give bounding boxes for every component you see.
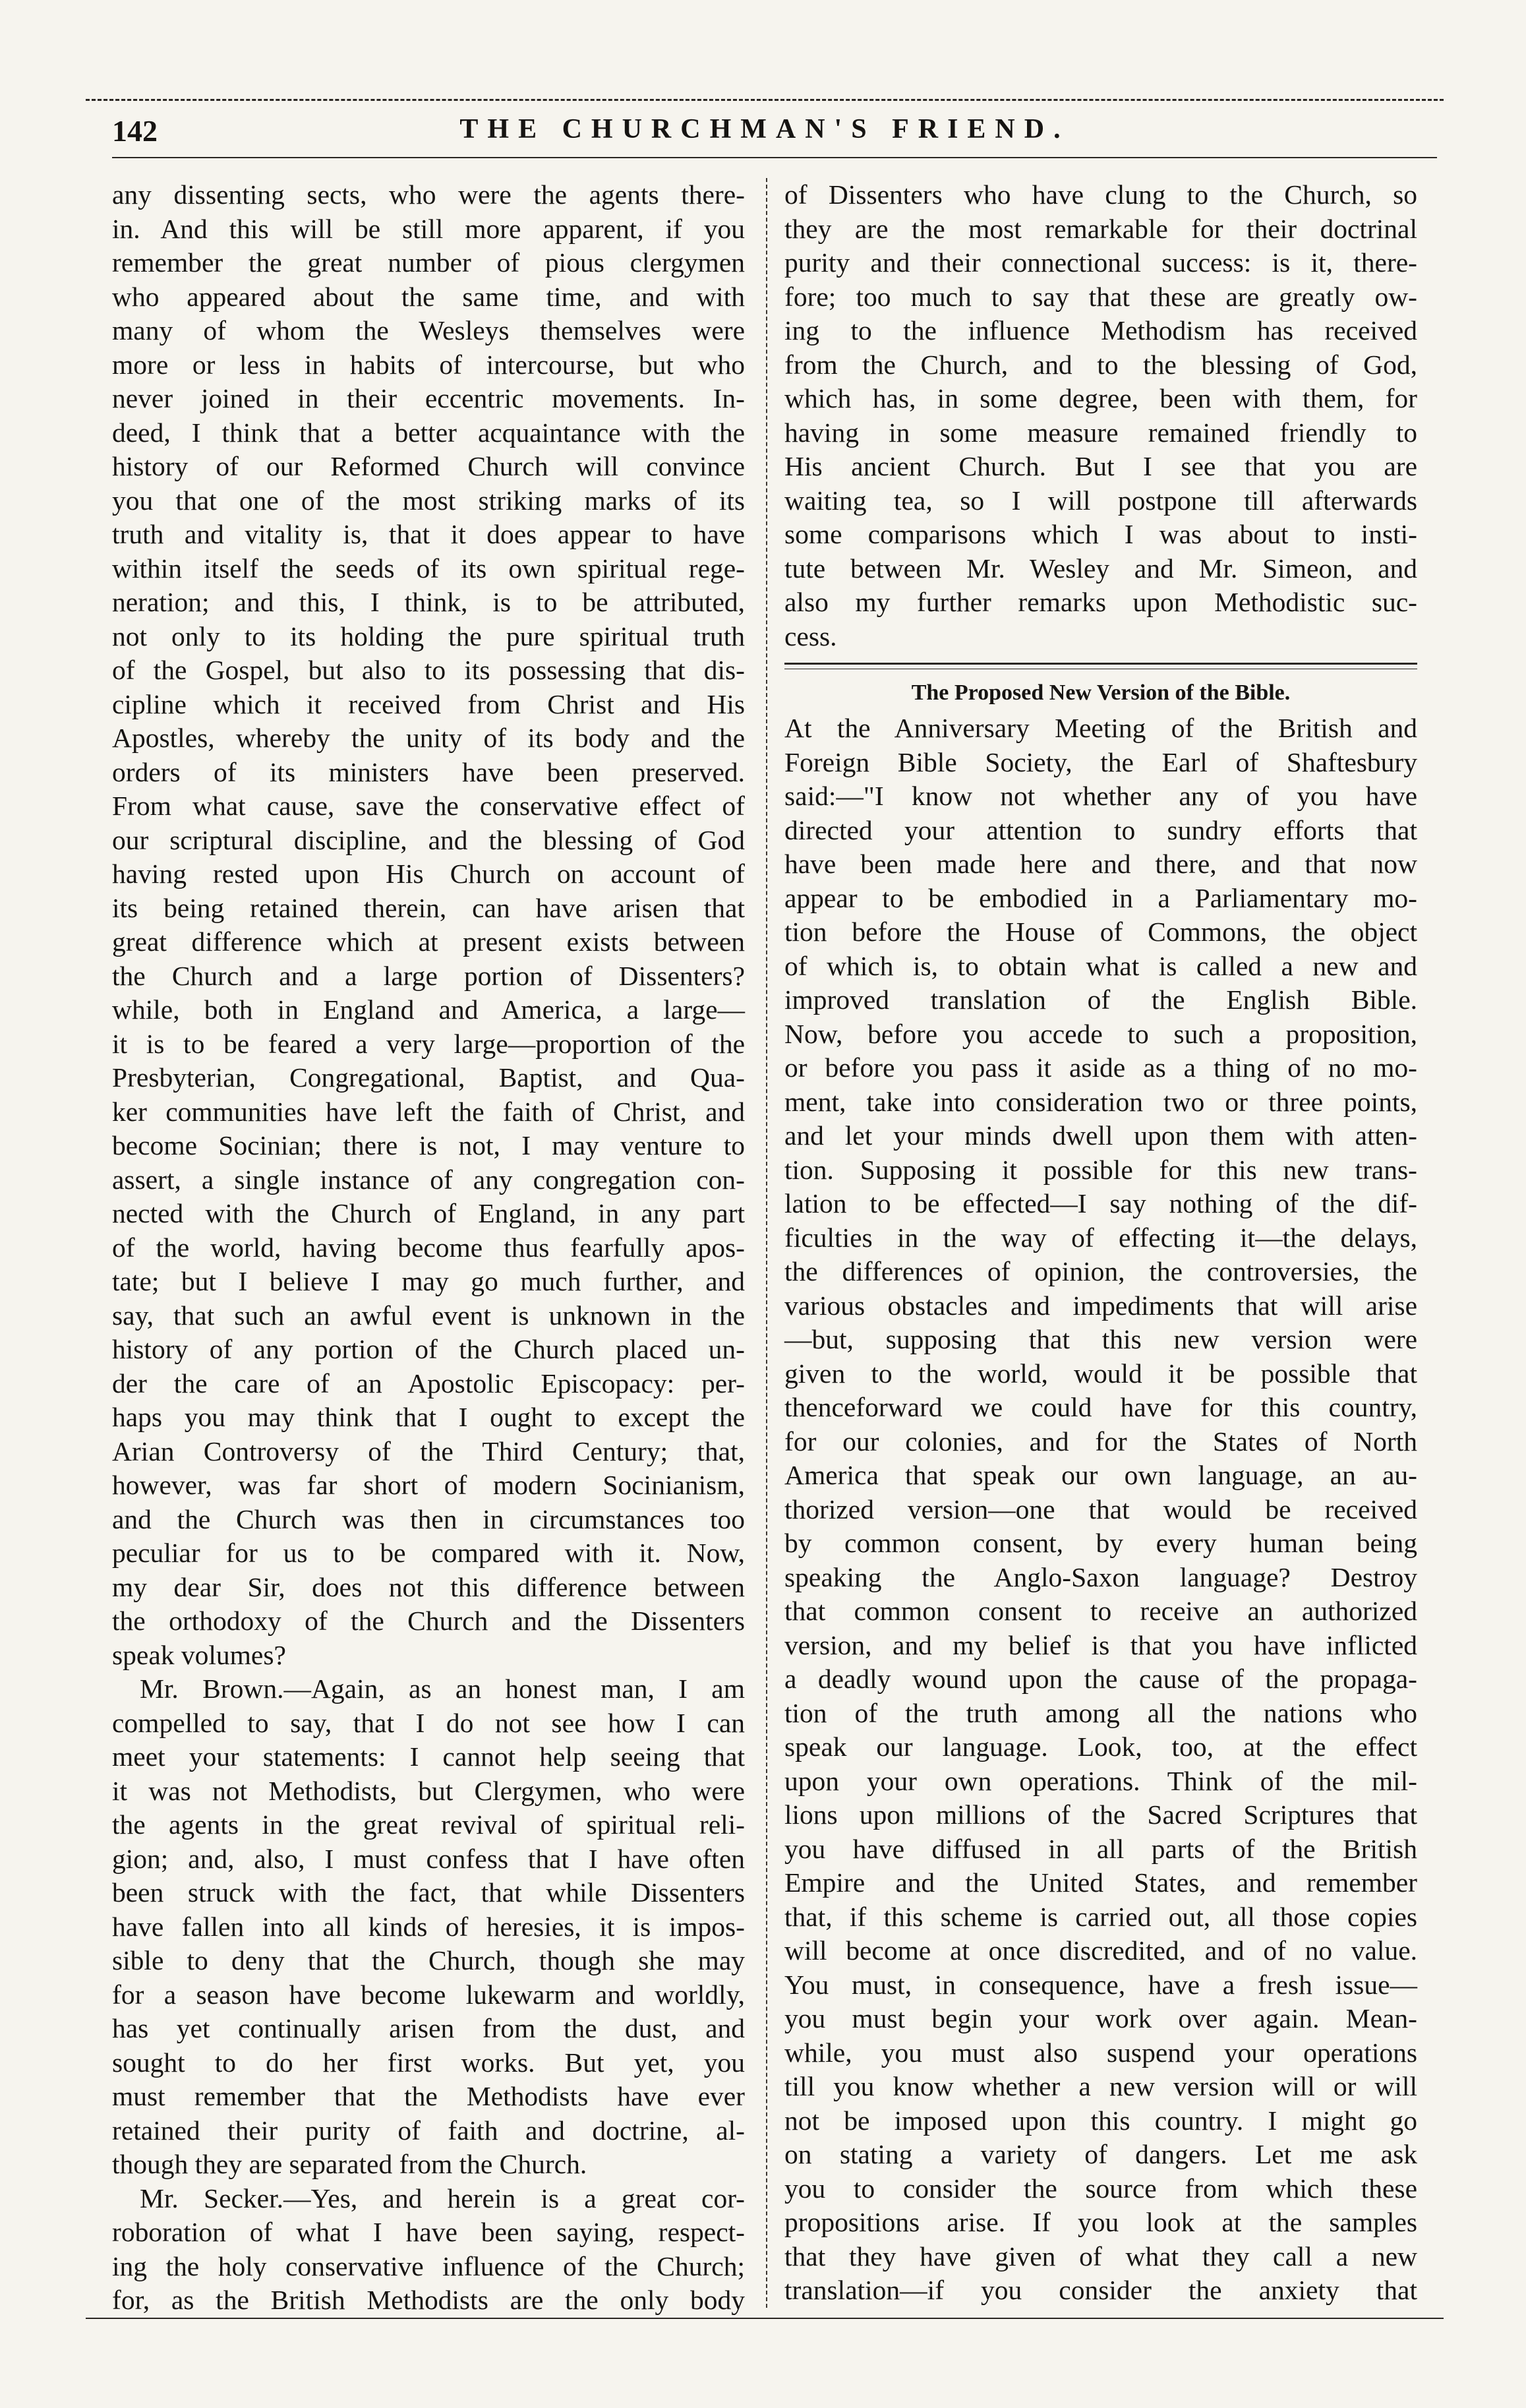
text-line: retained their purity of faith and doctrine, al-	[112, 2115, 745, 2146]
text-line: various obstacles and impediments that will arise	[784, 1290, 1417, 1321]
text-line: having rested upon His Church on account of	[112, 858, 745, 889]
text-line: that they have given of what they call a new	[784, 2241, 1417, 2272]
text-line: many of whom the Wesleys themselves were	[112, 315, 745, 346]
text-line: become Socinian; there is not, I may venture to	[112, 1130, 745, 1160]
page-header	[86, 107, 1444, 160]
text-line: improved translation of the English Bible.	[784, 984, 1417, 1015]
text-line: for our colonies, and for the States of North	[784, 1426, 1417, 1457]
text-line: deed, I think that a better acquaintance with the	[112, 417, 745, 448]
text-line: orders of its ministers have been preserved.	[112, 756, 745, 787]
text-line: Apostles, whereby the unity of its body and the	[112, 723, 745, 753]
text-line: some comparisons which I was about to insti-	[784, 519, 1417, 549]
text-line: in. And this will be still more apparent, if you	[112, 213, 745, 244]
text-line: and the Church was then in circumstances too	[112, 1503, 745, 1534]
section-separator-rule	[784, 663, 1417, 669]
text-line: of which is, to obtain what is called a new and	[784, 950, 1417, 981]
text-line: Empire and the United States, and remember	[784, 1867, 1417, 1898]
text-line: speaking the Anglo-Saxon language? Destroy	[784, 1561, 1417, 1592]
text-line: sible to deny that the Church, though she may	[112, 1945, 745, 1975]
text-line: say, that such an awful event is unknown in the	[112, 1300, 745, 1331]
text-line: Presbyterian, Congregational, Baptist, and Qua-	[112, 1062, 745, 1093]
text-line: You must, in consequence, have a fresh issue—	[784, 1969, 1417, 2000]
text-line: speak volumes?	[112, 1639, 286, 1670]
text-line: though they are separated from the Church.	[112, 2149, 587, 2179]
text-line: His ancient Church. But I see that you are	[784, 451, 1417, 481]
text-line: cess.	[784, 620, 837, 651]
text-line: from the Church, and to the blessing of God,	[784, 349, 1417, 380]
section-title: The Proposed New Version of the Bible.	[911, 680, 1291, 705]
text-line: purity and their connectional success: is it, there-	[784, 247, 1417, 278]
text-line: never joined in their eccentric movements. In-	[112, 383, 745, 413]
text-line: any dissenting sects, who were the agents there-	[112, 179, 745, 210]
text-line: haps you may think that I ought to except the	[112, 1402, 745, 1432]
text-line: a deadly wound upon the cause of the propaga-	[784, 1664, 1417, 1694]
text-line: tute between Mr. Wesley and Mr. Simeon, and	[784, 553, 1417, 584]
text-line: directed your attention to sundry efforts that	[784, 814, 1417, 845]
text-line: of the world, having become thus fearfully apos-	[112, 1232, 745, 1263]
text-line: more or less in habits of intercourse, but who	[112, 349, 745, 380]
text-line: on stating a variety of dangers. Let me ask	[784, 2139, 1417, 2169]
text-line: for a season have become lukewarm and worldly,	[112, 1979, 745, 2010]
page-number: 142	[112, 114, 158, 148]
text-line: ficulties in the way of effecting it—the delays,	[784, 1222, 1417, 1253]
text-line: Mr. Brown.—Again, as an honest man, I am	[140, 1673, 745, 1704]
text-line: waiting tea, so I will postpone till afterwards	[784, 485, 1417, 516]
text-line: the agents in the great revival of spiritual reli-	[112, 1809, 745, 1840]
text-line: lions upon millions of the Sacred Scriptures that	[784, 1799, 1417, 1830]
text-line: not be imposed upon this country. I might go	[784, 2105, 1417, 2136]
text-line: history of any portion of the Church placed un-	[112, 1334, 745, 1364]
text-line: speak our language. Look, too, at the effect	[784, 1731, 1417, 1762]
text-line: nected with the Church of England, in any part	[112, 1198, 745, 1228]
text-line: while, both in England and America, a large—	[112, 994, 745, 1025]
text-line: neration; and this, I think, is to be attributed,	[112, 587, 745, 617]
text-line: for, as the British Methodists are the only body	[112, 2285, 745, 2315]
text-line: truth and vitality is, that it does appear to have	[112, 519, 745, 549]
text-line: till you know whether a new version will or will	[784, 2071, 1417, 2101]
text-line: assert, a single instance of any congregation con-	[112, 1164, 745, 1195]
text-line: given to the world, would it be possible that	[784, 1358, 1417, 1389]
text-line: history of our Reformed Church will convince	[112, 451, 745, 481]
header-rule	[112, 157, 1437, 158]
text-line: tion before the House of Commons, the object	[784, 917, 1417, 947]
text-line: that common consent to receive an authorized	[784, 1596, 1417, 1626]
text-line: not only to its holding the pure spiritual truth	[112, 620, 745, 651]
text-line: version, and my belief is that you have inflicted	[784, 1629, 1417, 1660]
text-line: der the care of an Apostolic Episcopacy: per-	[112, 1368, 745, 1399]
text-line: must remember that the Methodists have ever	[112, 2081, 745, 2111]
text-line: which has, in some degree, been with them, for	[784, 383, 1417, 413]
text-line: thorized version—one that would be received	[784, 1493, 1417, 1524]
text-line: within itself the seeds of its own spiritual rege-	[112, 553, 745, 584]
text-line: cipline which it received from Christ and His	[112, 688, 745, 719]
text-line: also my further remarks upon Methodistic suc-	[784, 587, 1417, 617]
text-line: they are the most remarkable for their doctrinal	[784, 213, 1417, 244]
text-line: America that speak our own language, an au-	[784, 1460, 1417, 1490]
text-line: upon your own operations. Think of the mil-	[784, 1765, 1417, 1796]
text-line: you to consider the source from which these	[784, 2173, 1417, 2204]
bible-version-article	[784, 711, 1417, 2308]
text-line: Foreign Bible Society, the Earl of Shaftesbury	[784, 746, 1417, 777]
text-line: have been made here and there, and that now	[784, 849, 1417, 879]
text-line: ker communities have left the faith of Christ, and	[112, 1096, 745, 1127]
text-line: by common consent, by every human being	[784, 1528, 1417, 1558]
text-line: who appeared about the same time, and with	[112, 281, 745, 312]
text-line: however, was far short of modern Socinianism,	[112, 1470, 745, 1500]
bottom-rule	[86, 2318, 1444, 2319]
text-line: peculiar for us to be compared with it. Now,	[112, 1538, 745, 1568]
text-line: Now, before you accede to such a proposition,	[784, 1018, 1417, 1049]
text-line: been struck with the fact, that while Dissenters	[112, 1877, 745, 1908]
running-title: THE CHURCHMAN'S FRIEND.	[459, 114, 1070, 144]
text-line: have fallen into all kinds of heresies, it is impos-	[112, 1911, 745, 1942]
text-line: its being retained therein, can have arisen that	[112, 892, 745, 923]
text-line: has yet continually arisen from the dust, and	[112, 2013, 745, 2043]
text-line: At the Anniversary Meeting of the British and	[784, 713, 1417, 743]
text-line: lation to be effected—I say nothing of the dif-	[784, 1188, 1417, 1219]
column-divider	[766, 178, 767, 2308]
text-line: having in some measure remained friendly to	[784, 417, 1417, 448]
left-column	[112, 178, 745, 2315]
text-line: will become at once discredited, and of no value.	[784, 1935, 1417, 1966]
text-line: —but, supposing that this new version were	[784, 1324, 1417, 1354]
text-line: propositions arise. If you look at the samples	[784, 2207, 1417, 2237]
text-line: From what cause, save the conservative effect of	[112, 791, 745, 821]
text-line: translation—if you consider the anxiety that	[784, 2275, 1417, 2305]
text-line: fore; too much to say that these are greatly ow-	[784, 281, 1417, 312]
text-line: you that one of the most striking marks of its	[112, 485, 745, 516]
text-line: ing to the influence Methodism has received	[784, 315, 1417, 346]
text-line: of the Gospel, but also to its possessing that dis-	[112, 655, 745, 685]
text-line: said:—"I know not whether any of you have	[784, 781, 1417, 811]
right-column	[784, 178, 1417, 2308]
newspaper-page	[86, 79, 1444, 2334]
text-line: my dear Sir, does not this difference between	[112, 1571, 745, 1602]
text-line: great difference which at present exists between	[112, 926, 745, 957]
text-line: and let your minds dwell upon them with atten-	[784, 1120, 1417, 1151]
text-line: you have diffused in all parts of the British	[784, 1833, 1417, 1864]
text-line: the differences of opinion, the controversies, the	[784, 1256, 1417, 1286]
text-line: the Church and a large portion of Dissenters?	[112, 960, 745, 991]
text-line: tion. Supposing it possible for this new trans-	[784, 1154, 1417, 1185]
text-line: gion; and, also, I must confess that I have often	[112, 1843, 745, 1874]
text-line: you must begin your work over again. Mean-	[784, 2003, 1417, 2033]
text-line: the orthodoxy of the Church and the Dissenters	[112, 1606, 745, 1636]
text-line: Mr. Secker.—Yes, and herein is a great cor-	[140, 2182, 745, 2213]
text-line: roboration of what I have been saying, respect-	[112, 2217, 745, 2247]
text-line: appear to be embodied in a Parliamentary mo-	[784, 882, 1417, 913]
text-line: ment, take into consideration two or three points,	[784, 1086, 1417, 1117]
text-line: compelled to say, that I do not see how I can	[112, 1707, 745, 1738]
text-line: that, if this scheme is carried out, all those copies	[784, 1901, 1417, 1932]
text-line: meet your statements: I cannot help seeing that	[112, 1741, 745, 1772]
text-line: sought to do her first works. But yet, you	[112, 2047, 745, 2078]
text-line: tate; but I believe I may go much further, and	[112, 1266, 745, 1296]
top-dashed-rule	[86, 99, 1444, 101]
text-line: of Dissenters who have clung to the Church, so	[784, 179, 1417, 210]
text-line: ing the holy conservative influence of the Church;	[112, 2250, 745, 2281]
text-line: or before you pass it aside as a thing of no mo-	[784, 1052, 1417, 1083]
text-line: while, you must also suspend your operations	[784, 2037, 1417, 2068]
text-line: remember the great number of pious clergymen	[112, 247, 745, 278]
text-line: our scriptural discipline, and the blessing of God	[112, 824, 745, 855]
article-continuation	[784, 178, 1417, 653]
text-line: Arian Controversy of the Third Century; that,	[112, 1435, 745, 1466]
text-line: it is to be feared a very large—proportion of the	[112, 1028, 745, 1059]
text-line: it was not Methodists, but Clergymen, who were	[112, 1775, 745, 1806]
text-line: thenceforward we could have for this country,	[784, 1392, 1417, 1422]
text-line: tion of the truth among all the nations who	[784, 1697, 1417, 1728]
